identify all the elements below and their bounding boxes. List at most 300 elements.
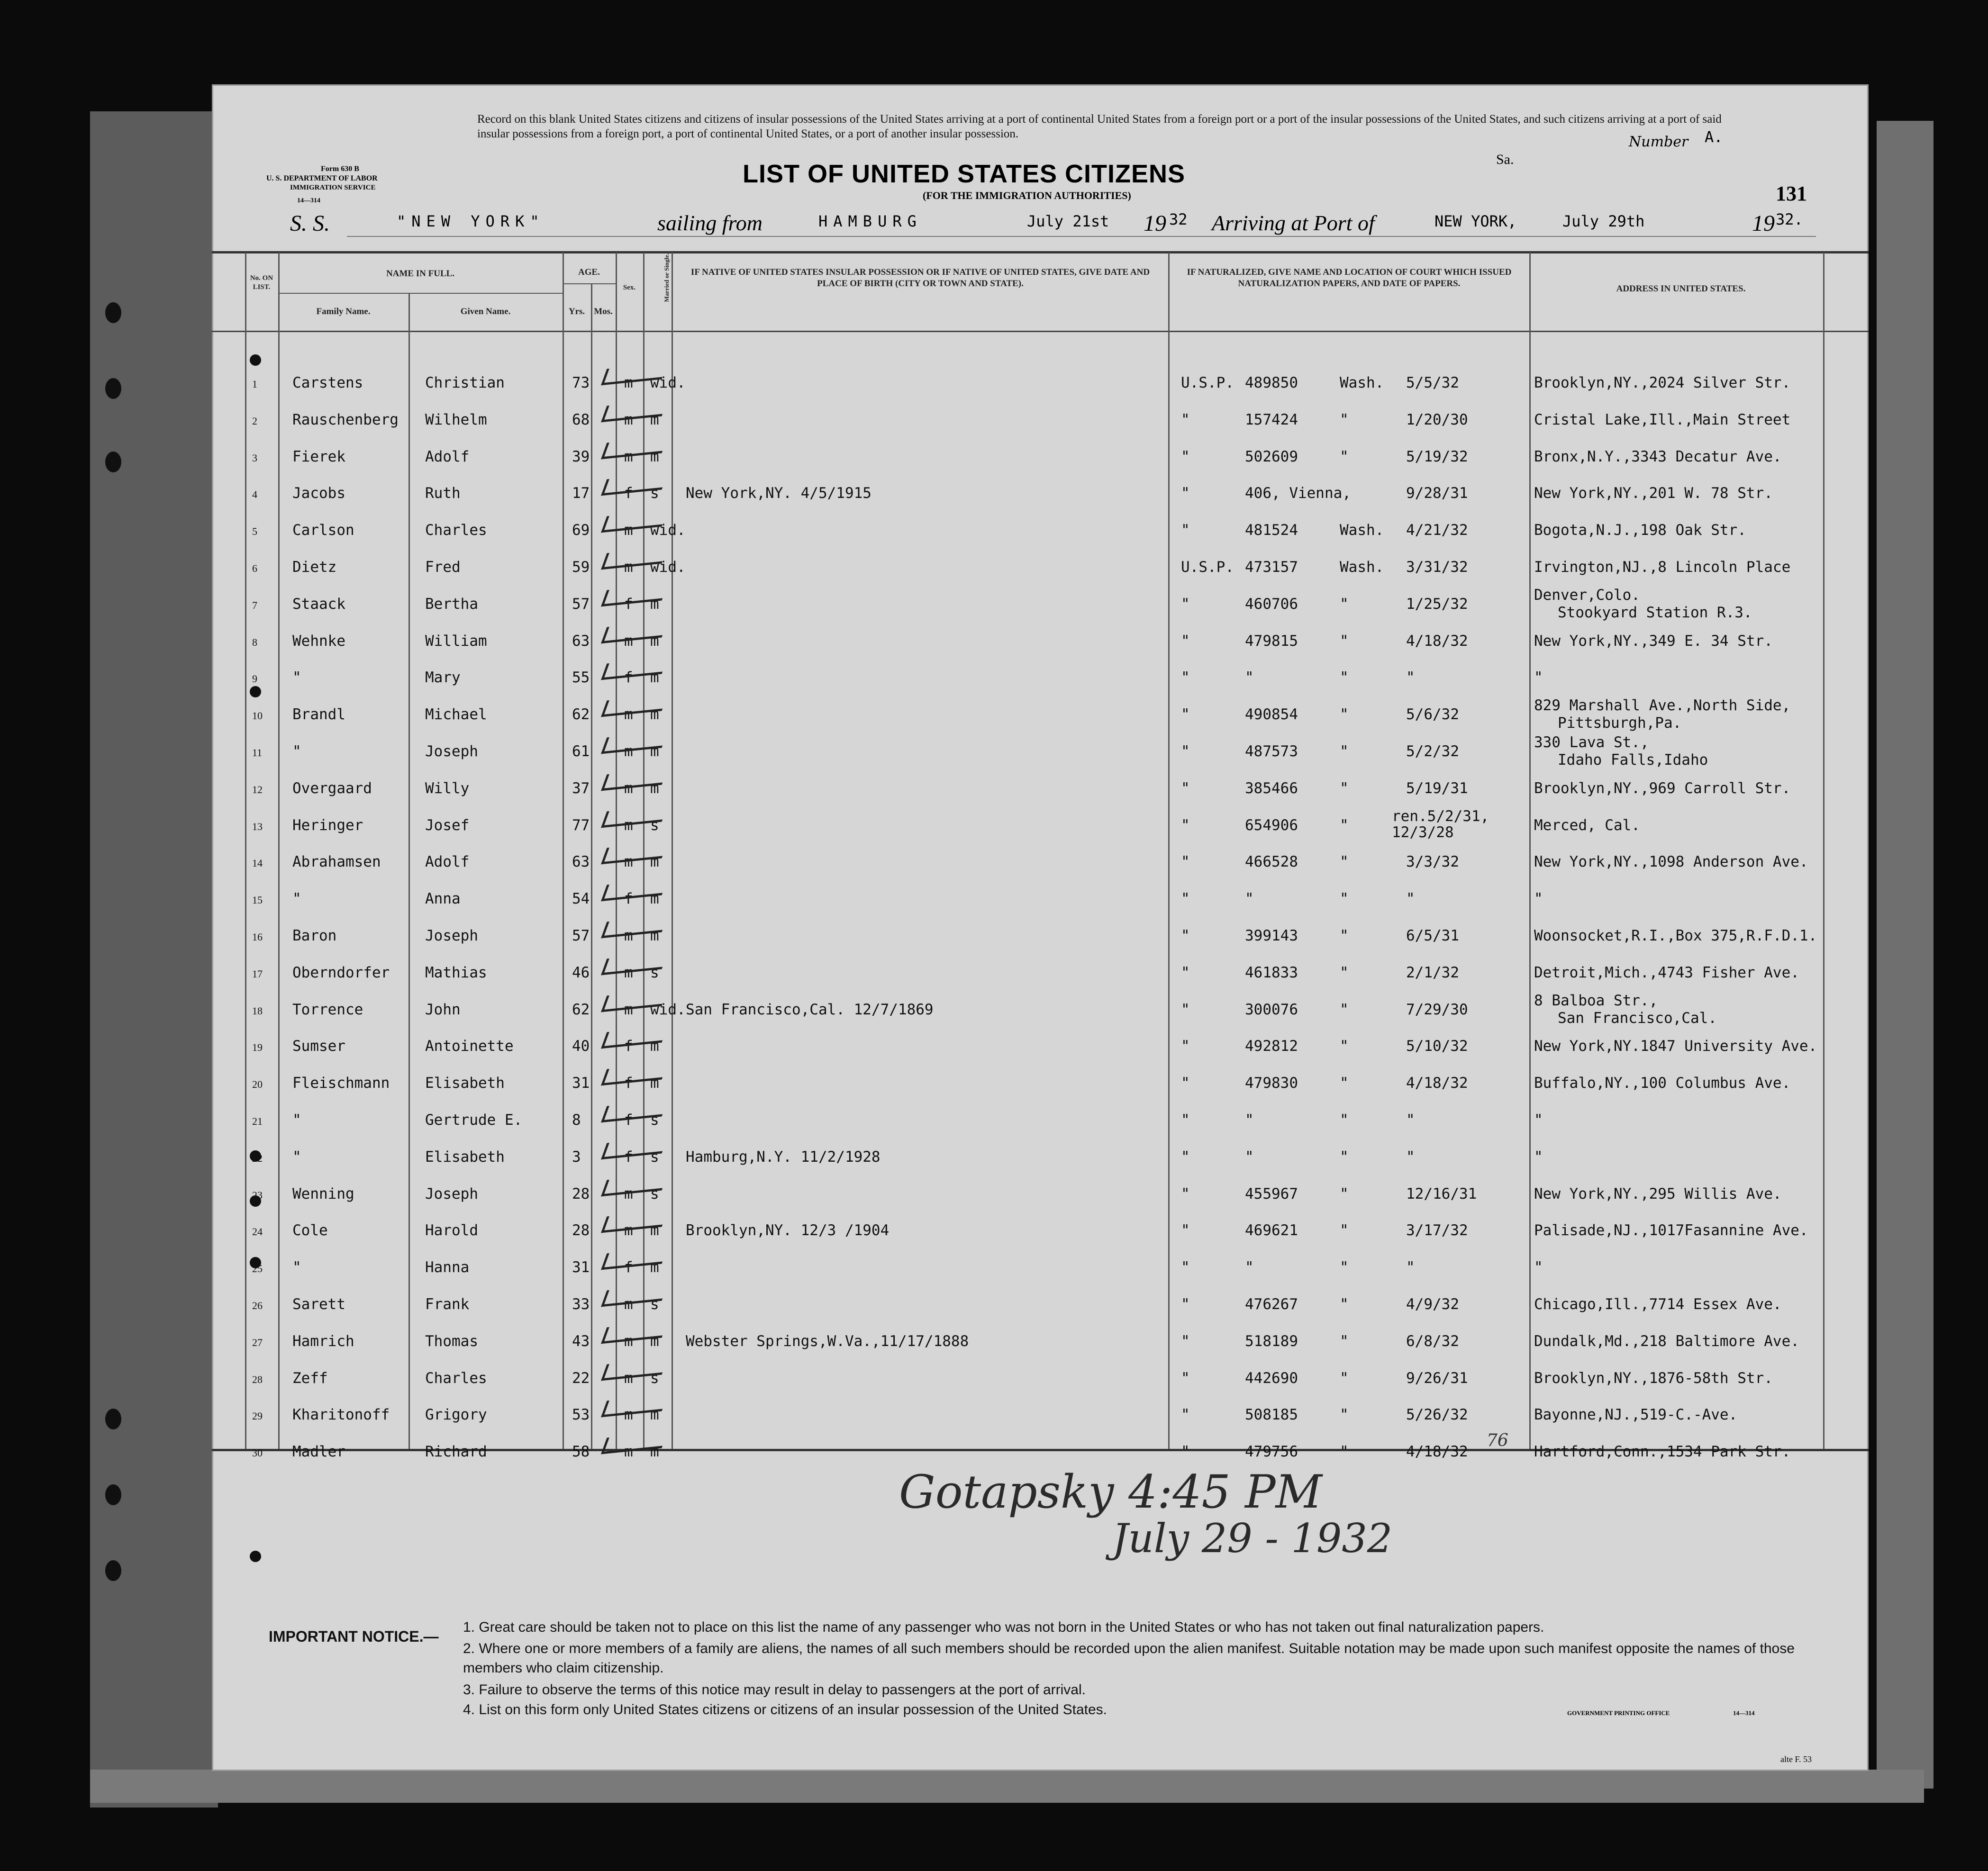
table-row bbox=[212, 364, 1869, 401]
form-number: Form 630 B bbox=[321, 165, 359, 173]
family-name: " bbox=[292, 1148, 301, 1166]
paper-number: 461833 bbox=[1245, 964, 1298, 981]
paper-date: 5/10/32 bbox=[1406, 1038, 1468, 1055]
age-years: 57 bbox=[572, 595, 590, 613]
paper-number: 406, Vienna, bbox=[1245, 485, 1351, 502]
table-row bbox=[212, 1322, 1869, 1359]
age-years: 53 bbox=[572, 1406, 590, 1424]
table-row bbox=[212, 1359, 1869, 1396]
given-name: Willy bbox=[425, 779, 470, 797]
row-number: 29 bbox=[252, 1410, 263, 1422]
header-naturalization: IF NATURALIZED, GIVE NAME AND LOCATION OF COURT WHICH ISSUED NATURALIZATION PAPERS, AND DATE OF PAPERS. bbox=[1187, 267, 1512, 289]
family-name: Heringer bbox=[292, 816, 363, 834]
paper-number: " bbox=[1245, 669, 1254, 687]
punch-hole bbox=[105, 378, 121, 399]
table-row bbox=[212, 769, 1869, 806]
address-line-1: New York,NY.1847 University Ave. bbox=[1534, 1038, 1817, 1055]
sex-cell: m bbox=[624, 1296, 633, 1313]
age-years: 46 bbox=[572, 964, 590, 981]
marital-status: wid. bbox=[650, 374, 686, 391]
paper-date: " bbox=[1406, 1112, 1415, 1129]
given-name: Wilhelm bbox=[425, 411, 487, 428]
row-number: 26 bbox=[252, 1300, 263, 1311]
sex-cell: m bbox=[624, 1443, 633, 1461]
court-ditto: " bbox=[1181, 853, 1190, 871]
table-row bbox=[212, 548, 1869, 585]
table-row bbox=[212, 806, 1869, 843]
marital-status: s bbox=[650, 1369, 659, 1387]
paper-date: " bbox=[1406, 669, 1415, 687]
age-years: 63 bbox=[572, 632, 590, 650]
ship-name: "NEW YORK" bbox=[397, 212, 545, 230]
underlying-page-bottom bbox=[90, 1770, 1924, 1803]
address-line-1: Bronx,N.Y.,3343 Decatur Ave. bbox=[1534, 448, 1782, 465]
address-line-1: 8 Balboa Str., bbox=[1534, 992, 1658, 1009]
sex-cell: m bbox=[624, 1222, 633, 1239]
row-number: 17 bbox=[252, 967, 263, 980]
row-number: 25 bbox=[252, 1263, 263, 1275]
age-years: 28 bbox=[572, 1185, 590, 1202]
sex-cell: m bbox=[624, 779, 633, 797]
sex-cell: m bbox=[624, 1406, 633, 1424]
table-row bbox=[212, 1101, 1869, 1138]
table-row bbox=[212, 1027, 1869, 1064]
underlying-page-right bbox=[1877, 121, 1934, 1789]
notice-item-4: 4. List on this form only United States citizens or citizens of an insular possession of the United States. bbox=[463, 1702, 1107, 1717]
given-name: Ruth bbox=[425, 485, 461, 502]
address-line-1: Detroit,Mich.,4743 Fisher Ave. bbox=[1534, 964, 1799, 981]
table-row bbox=[212, 438, 1869, 475]
paper-number: 300076 bbox=[1245, 1001, 1298, 1018]
court-location: " bbox=[1340, 632, 1349, 650]
margin-number: 76 bbox=[1487, 1431, 1508, 1450]
sex-cell: m bbox=[624, 964, 633, 981]
sex-cell: m bbox=[624, 1369, 633, 1387]
given-name: Christian bbox=[425, 374, 505, 391]
inspection-date: July 29 - 1932 bbox=[1112, 1515, 1393, 1562]
table-row bbox=[212, 1064, 1869, 1101]
header-address: ADDRESS IN UNITED STATES. bbox=[1616, 284, 1746, 294]
header-place-of-birth: IF NATIVE OF UNITED STATES INSULAR POSSESSION OR IF NATIVE OF UNITED STATES, GIVE DATE AND PLACE OF BIRTH (CITY OR TOWN AND STATE). bbox=[690, 267, 1150, 289]
paper-date: 4/18/32 bbox=[1406, 1443, 1468, 1461]
table-row bbox=[212, 1211, 1869, 1248]
row-number: 27 bbox=[252, 1336, 263, 1348]
paper-number: 442690 bbox=[1245, 1369, 1298, 1387]
court-ditto: " bbox=[1181, 1443, 1190, 1461]
row-number: 30 bbox=[252, 1447, 263, 1459]
sailing-from-label: sailing from bbox=[657, 211, 763, 235]
sex-cell: f bbox=[624, 485, 633, 502]
birth-place-date: Webster Springs,W.Va.,11/17/1888 bbox=[686, 1332, 969, 1350]
paper-number: 469621 bbox=[1245, 1222, 1298, 1239]
paper-number: 489850 bbox=[1245, 374, 1298, 391]
family-name: " bbox=[292, 1112, 301, 1129]
table-row bbox=[212, 511, 1869, 548]
age-years: 3 bbox=[572, 1148, 581, 1166]
marital-status: m bbox=[650, 1443, 659, 1461]
paper-date: " bbox=[1406, 890, 1415, 908]
family-name: Carstens bbox=[292, 374, 363, 391]
paper-number: 508185 bbox=[1245, 1406, 1298, 1424]
address-line-1: Brooklyn,NY.,1876-58th Str. bbox=[1534, 1369, 1773, 1387]
paper-number: " bbox=[1245, 1112, 1254, 1129]
sex-cell: m bbox=[624, 1185, 633, 1202]
address-line-1: " bbox=[1534, 1259, 1543, 1276]
court-ditto: " bbox=[1181, 927, 1190, 944]
given-name: Michael bbox=[425, 706, 487, 723]
age-years: 28 bbox=[572, 1222, 590, 1239]
paper-date: 1/25/32 bbox=[1406, 595, 1468, 613]
row-number: 12 bbox=[252, 783, 263, 795]
footer-code: alte F. 53 bbox=[1780, 1754, 1812, 1764]
punch-hole bbox=[105, 302, 121, 323]
court-ditto: " bbox=[1181, 1296, 1190, 1313]
given-name: John bbox=[425, 1001, 461, 1018]
paper-number: 455967 bbox=[1245, 1185, 1298, 1202]
court-location: " bbox=[1340, 1075, 1349, 1092]
paper-number: 479756 bbox=[1245, 1443, 1298, 1461]
paper-number: 487573 bbox=[1245, 743, 1298, 760]
court-location: " bbox=[1340, 1038, 1349, 1055]
marital-status: s bbox=[650, 1112, 659, 1129]
court-ditto: " bbox=[1181, 448, 1190, 465]
address-line-1: Bayonne,NJ.,519-C.-Ave. bbox=[1534, 1406, 1738, 1424]
family-name: Hamrich bbox=[292, 1332, 354, 1350]
family-name: Madler bbox=[292, 1443, 345, 1461]
departure-year: 32 bbox=[1169, 210, 1188, 228]
family-name: Zeff bbox=[292, 1369, 328, 1387]
paper-number: 399143 bbox=[1245, 927, 1298, 944]
sex-cell: f bbox=[624, 1075, 633, 1092]
court-location: " bbox=[1340, 1112, 1349, 1129]
marital-status: m bbox=[650, 1222, 659, 1239]
address-line-1: Brooklyn,NY.,969 Carroll Str. bbox=[1534, 779, 1791, 797]
table-row bbox=[212, 1248, 1869, 1285]
punch-hole bbox=[105, 1484, 121, 1505]
sex-cell: m bbox=[624, 927, 633, 944]
punch-hole bbox=[105, 1560, 121, 1581]
table-row bbox=[212, 1396, 1869, 1433]
court-location: " bbox=[1340, 1001, 1349, 1018]
court-location: " bbox=[1340, 1259, 1349, 1276]
paper-date: 3/31/32 bbox=[1406, 559, 1468, 576]
inspector-signature: Gotapsky 4:45 PM bbox=[899, 1465, 1322, 1518]
table-row bbox=[212, 954, 1869, 991]
court-location: Wash. bbox=[1340, 374, 1384, 391]
address-line-1: " bbox=[1534, 669, 1543, 687]
court-location: " bbox=[1340, 743, 1349, 760]
marital-status: wid. bbox=[650, 559, 686, 576]
given-name: Elisabeth bbox=[425, 1075, 505, 1092]
voyage-underline bbox=[347, 236, 1816, 237]
paper-number: " bbox=[1245, 1259, 1254, 1276]
age-years: 61 bbox=[572, 743, 590, 760]
row-number: 11 bbox=[252, 747, 263, 759]
paper-number: " bbox=[1245, 890, 1254, 908]
sex-cell: f bbox=[624, 669, 633, 687]
table-top-rule bbox=[212, 251, 1869, 253]
department-label: U. S. DEPARTMENT OF LABOR bbox=[266, 174, 378, 182]
header-married-single: Married or Single. bbox=[663, 253, 670, 302]
court-location: " bbox=[1340, 1185, 1349, 1202]
family-name: Fierek bbox=[292, 448, 345, 465]
table-row bbox=[212, 1285, 1869, 1322]
printer-code: 14—314 bbox=[1733, 1709, 1755, 1717]
court-ditto: " bbox=[1181, 890, 1190, 908]
row-number: 10 bbox=[252, 710, 263, 722]
form-code: 14—314 bbox=[297, 197, 320, 204]
age-years: 69 bbox=[572, 522, 590, 539]
given-name: Mary bbox=[425, 669, 461, 687]
paper-number: 476267 bbox=[1245, 1296, 1298, 1313]
marital-status: s bbox=[650, 1296, 659, 1313]
sex-cell: f bbox=[624, 890, 633, 908]
notice-heading: IMPORTANT NOTICE.— bbox=[269, 1628, 439, 1645]
court-ditto: " bbox=[1181, 706, 1190, 723]
paper-date: 3/3/32 bbox=[1406, 853, 1459, 871]
court-location: " bbox=[1340, 1296, 1349, 1313]
paper-date: 2/1/32 bbox=[1406, 964, 1459, 981]
sex-cell: m bbox=[624, 411, 633, 428]
sex-cell: m bbox=[624, 522, 633, 539]
given-name: Josef bbox=[425, 816, 470, 834]
given-name: Adolf bbox=[425, 853, 470, 871]
court-ditto: " bbox=[1181, 522, 1190, 539]
family-name: Wehnke bbox=[292, 632, 345, 650]
paper-date: 5/19/32 bbox=[1406, 448, 1468, 465]
court-ditto: " bbox=[1181, 1369, 1190, 1387]
given-name: Anna bbox=[425, 890, 461, 908]
family-name: Wenning bbox=[292, 1185, 354, 1202]
paper-number: 502609 bbox=[1245, 448, 1298, 465]
address-line-1: 829 Marshall Ave.,North Side, bbox=[1534, 697, 1791, 714]
address-line-1: " bbox=[1534, 1112, 1543, 1129]
paper-date: 6/5/31 bbox=[1406, 927, 1459, 944]
marital-status: m bbox=[650, 706, 659, 723]
row-number: 19 bbox=[252, 1041, 263, 1054]
paper-number: 490854 bbox=[1245, 706, 1298, 723]
marital-status: m bbox=[650, 411, 659, 428]
given-name: Joseph bbox=[425, 927, 478, 944]
arrival-port: NEW YORK, bbox=[1434, 212, 1517, 230]
age-years: 68 bbox=[572, 411, 590, 428]
given-name: Antoinette bbox=[425, 1038, 514, 1055]
court-ditto: " bbox=[1181, 964, 1190, 981]
court-ditto: " bbox=[1181, 1406, 1190, 1424]
punch-hole bbox=[105, 1409, 121, 1429]
arrival-year-prefix: 19 bbox=[1752, 211, 1775, 236]
court-location: " bbox=[1340, 1369, 1349, 1387]
paper-date: 4/18/32 bbox=[1406, 1075, 1468, 1092]
court-location: " bbox=[1340, 964, 1349, 981]
row-number: 24 bbox=[252, 1226, 263, 1238]
departure-date: July 21st bbox=[1027, 212, 1109, 230]
court-ditto: " bbox=[1181, 1148, 1190, 1166]
court-location: Wash. bbox=[1340, 559, 1384, 576]
family-name: Oberndorfer bbox=[292, 964, 390, 981]
court-ditto: " bbox=[1181, 411, 1190, 428]
row-number: 6 bbox=[252, 562, 257, 574]
row-number: 5 bbox=[252, 525, 257, 538]
form-intro-text: Record on this blank United States citizens and citizens of insular possessions of the United States arriving at a port of continental United States from a foreign port or a port of the insular possessions of the United States, and such citizens arriving at a port of said insular possessions from a foreign port, a port of continental United States, or a port of another insular possession. bbox=[477, 113, 1722, 141]
age-years: 40 bbox=[572, 1038, 590, 1055]
table-row bbox=[212, 585, 1869, 622]
family-name: " bbox=[292, 890, 301, 908]
given-name: Thomas bbox=[425, 1332, 478, 1350]
marital-status: m bbox=[650, 1038, 659, 1055]
address-line-1: " bbox=[1534, 890, 1543, 908]
page-number: 131 bbox=[1776, 182, 1807, 205]
address-line-1: New York,NY.,349 E. 34 Str. bbox=[1534, 632, 1773, 650]
marital-status: m bbox=[650, 1075, 659, 1092]
family-name: " bbox=[292, 669, 301, 687]
sex-cell: m bbox=[624, 706, 633, 723]
family-name: Staack bbox=[292, 595, 345, 613]
age-years: 55 bbox=[572, 669, 590, 687]
marital-status: s bbox=[650, 485, 659, 502]
age-years: 17 bbox=[572, 485, 590, 502]
marital-status: m bbox=[650, 890, 659, 908]
table-row bbox=[212, 1433, 1869, 1470]
row-number: 21 bbox=[252, 1115, 263, 1127]
number-label: Number bbox=[1629, 134, 1688, 150]
given-name: Harold bbox=[425, 1222, 478, 1239]
given-name: Elisabeth bbox=[425, 1148, 505, 1166]
row-number: 16 bbox=[252, 931, 263, 943]
header-family-name: Family Name. bbox=[316, 307, 371, 316]
given-name: Adolf bbox=[425, 448, 470, 465]
age-years: 59 bbox=[572, 559, 590, 576]
age-years: 62 bbox=[572, 1001, 590, 1018]
sex-cell: m bbox=[624, 632, 633, 650]
departure-port: HAMBURG bbox=[818, 212, 922, 230]
court-location: " bbox=[1340, 927, 1349, 944]
court-location: " bbox=[1340, 1332, 1349, 1350]
address-line-1: Denver,Colo. bbox=[1534, 586, 1640, 604]
given-name: Grigory bbox=[425, 1406, 487, 1424]
age-years: 37 bbox=[572, 779, 590, 797]
given-name: Joseph bbox=[425, 1185, 478, 1202]
sex-cell: m bbox=[624, 743, 633, 760]
court-location: Wash. bbox=[1340, 522, 1384, 539]
given-name: Bertha bbox=[425, 595, 478, 613]
family-name: " bbox=[292, 1259, 301, 1276]
notice-item-1: 1. Great care should be taken not to place on this list the name of any passenger who was not born in the United States or who has not taken out final naturalization papers. bbox=[463, 1619, 1544, 1635]
given-name: Hanna bbox=[425, 1259, 470, 1276]
notice-item-2: 2. Where one or more members of a family are aliens, the names of all such members should be recorded upon the alien manifest. Suitable notation may be made upon such manifest opposite the names of those members who claim citizenship. bbox=[463, 1641, 1795, 1676]
paper-number: 654906 bbox=[1245, 816, 1298, 834]
paper-number: 466528 bbox=[1245, 853, 1298, 871]
sex-cell: m bbox=[624, 374, 633, 391]
family-name: Sumser bbox=[292, 1038, 345, 1055]
marital-status: m bbox=[650, 595, 659, 613]
sex-cell: f bbox=[624, 595, 633, 613]
court-ditto: " bbox=[1181, 1112, 1190, 1129]
sex-cell: f bbox=[624, 1148, 633, 1166]
address-line-1: New York,NY.,1098 Anderson Ave. bbox=[1534, 853, 1808, 871]
court-location: " bbox=[1340, 853, 1349, 871]
family-name: Baron bbox=[292, 927, 337, 944]
table-row bbox=[212, 917, 1869, 954]
marital-status: m bbox=[650, 632, 659, 650]
marital-status: m bbox=[650, 779, 659, 797]
address-line-1: Brooklyn,NY.,2024 Silver Str. bbox=[1534, 374, 1791, 391]
court-ditto: " bbox=[1181, 632, 1190, 650]
family-name: Overgaard bbox=[292, 779, 372, 797]
paper-date: 5/19/31 bbox=[1406, 779, 1468, 797]
table-row bbox=[212, 401, 1869, 438]
address-line-2: Pittsburgh,Pa. bbox=[1558, 714, 1682, 732]
family-name: Dietz bbox=[292, 559, 337, 576]
departure-year-prefix: 19 bbox=[1144, 211, 1166, 236]
paper-number: 518189 bbox=[1245, 1332, 1298, 1350]
address-line-2: San Francisco,Cal. bbox=[1558, 1009, 1717, 1027]
paper-date: " bbox=[1406, 1148, 1415, 1166]
header-given-name: Given Name. bbox=[460, 307, 511, 316]
header-years: Yrs. bbox=[568, 307, 585, 316]
birth-place-date: San Francisco,Cal. 12/7/1869 bbox=[686, 1001, 934, 1018]
age-years: 58 bbox=[572, 1443, 590, 1461]
court-location: " bbox=[1340, 1222, 1349, 1239]
marital-status: m bbox=[650, 853, 659, 871]
given-name: Charles bbox=[425, 522, 487, 539]
paper-date: 5/26/32 bbox=[1406, 1406, 1468, 1424]
age-years: 63 bbox=[572, 853, 590, 871]
court-ditto: U.S.P. bbox=[1181, 559, 1234, 576]
row-number: 18 bbox=[252, 1004, 263, 1017]
sex-cell: m bbox=[624, 559, 633, 576]
table-row bbox=[212, 843, 1869, 880]
table-row bbox=[212, 474, 1869, 511]
birth-place-date: New York,NY. 4/5/1915 bbox=[686, 485, 871, 502]
marital-status: m bbox=[650, 927, 659, 944]
given-name: Mathias bbox=[425, 964, 487, 981]
paper-number: 460706 bbox=[1245, 595, 1298, 613]
court-location: " bbox=[1340, 669, 1349, 687]
row-number: 9 bbox=[252, 673, 257, 685]
court-location: " bbox=[1340, 779, 1349, 797]
header-no-on-list: No. ON LIST. bbox=[250, 274, 273, 291]
row-number: 15 bbox=[252, 894, 263, 906]
address-line-1: Irvington,NJ.,8 Lincoln Place bbox=[1534, 559, 1791, 576]
paper-date: 7/29/30 bbox=[1406, 1001, 1468, 1018]
court-ditto: " bbox=[1181, 1332, 1190, 1350]
paper-date: 6/8/32 bbox=[1406, 1332, 1459, 1350]
age-years: 43 bbox=[572, 1332, 590, 1350]
paper-number: 481524 bbox=[1245, 522, 1298, 539]
row-number: 23 bbox=[252, 1189, 263, 1201]
court-location: " bbox=[1340, 816, 1349, 834]
age-years: 31 bbox=[572, 1259, 590, 1276]
row-number: 22 bbox=[252, 1152, 263, 1164]
sex-cell: m bbox=[624, 448, 633, 465]
address-line-1: Dundalk,Md.,218 Baltimore Ave. bbox=[1534, 1332, 1799, 1350]
address-line-1: Merced, Cal. bbox=[1534, 816, 1640, 834]
family-name: Fleischmann bbox=[292, 1075, 390, 1092]
given-name: Fred bbox=[425, 559, 461, 576]
paper-date: 9/26/31 bbox=[1406, 1369, 1468, 1387]
marital-status: s bbox=[650, 1185, 659, 1202]
age-years: 33 bbox=[572, 1296, 590, 1313]
table-row bbox=[212, 991, 1869, 1028]
court-location: " bbox=[1340, 706, 1349, 723]
row-number: 2 bbox=[252, 415, 257, 427]
table-row bbox=[212, 659, 1869, 696]
court-ditto: " bbox=[1181, 1038, 1190, 1055]
given-name: William bbox=[425, 632, 487, 650]
family-name: Brandl bbox=[292, 706, 345, 723]
court-ditto: " bbox=[1181, 669, 1190, 687]
